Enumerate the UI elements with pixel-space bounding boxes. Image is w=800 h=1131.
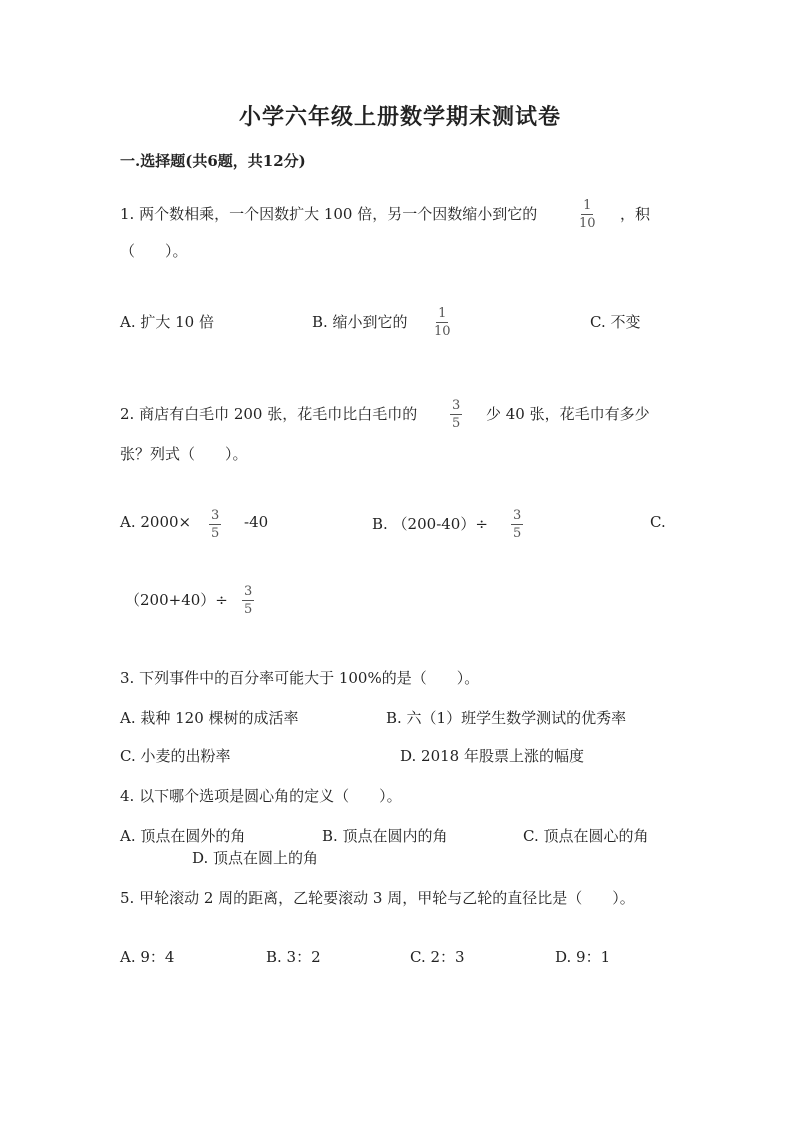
q5-option-b[interactable]: B. 3：2 bbox=[266, 948, 321, 966]
q1-fraction-denominator: 10 bbox=[579, 216, 596, 231]
q2-option-a-fraction bbox=[209, 509, 221, 540]
q1-stem-part-a: 1. 两个数相乘，一个因数扩大 100 倍，另一个因数缩小到它的 bbox=[120, 205, 538, 223]
q2-fraction-denominator: 5 bbox=[452, 416, 461, 431]
q2-option-b-fraction-denominator: 5 bbox=[513, 526, 522, 541]
q1-fraction bbox=[579, 199, 596, 230]
q1-stem-part-b: ，积 bbox=[620, 205, 651, 223]
q2-option-c-label[interactable]: C. bbox=[650, 513, 666, 531]
q3-option-a[interactable]: A. 栽种 120 棵树的成活率 bbox=[120, 709, 299, 727]
q5-option-c[interactable]: C. 2：3 bbox=[410, 948, 465, 966]
q1-stem-part-c: （ ）。 bbox=[120, 242, 188, 260]
q3-stem: 3. 下列事件中的百分率可能大于 100%的是（ ）。 bbox=[120, 669, 480, 687]
q1-option-b-fraction-numerator: 1 bbox=[438, 306, 447, 321]
q5-stem: 5. 甲轮滚动 2 周的距离，乙轮要滚动 3 周，甲轮与乙轮的直径比是（ ）。 bbox=[120, 889, 635, 907]
q3-option-c[interactable]: C. 小麦的出粉率 bbox=[120, 747, 231, 765]
q2-option-a-suffix: -40 bbox=[244, 513, 269, 531]
q5-option-d[interactable]: D. 9：1 bbox=[555, 948, 611, 966]
q2-option-a-prefix[interactable]: A. 2000× bbox=[120, 513, 192, 531]
q1-fraction-numerator: 1 bbox=[583, 198, 592, 213]
q4-option-c[interactable]: C. 顶点在圆心的角 bbox=[523, 827, 649, 845]
page-title: 小学六年级上册数学期末测试卷 bbox=[238, 104, 561, 130]
q2-option-b-fraction bbox=[511, 509, 523, 540]
q2-option-a-fraction-numerator: 3 bbox=[211, 508, 220, 523]
q1-option-b-fraction-denominator: 10 bbox=[434, 324, 451, 339]
q2-fraction-numerator: 3 bbox=[452, 398, 461, 413]
q3-option-d[interactable]: D. 2018 年股票上涨的幅度 bbox=[400, 747, 584, 765]
q5-option-a[interactable]: A. 9：4 bbox=[120, 948, 175, 966]
q1-option-b[interactable]: B. 缩小到它的 bbox=[312, 313, 408, 331]
q4-stem: 4. 以下哪个选项是圆心角的定义（ ）。 bbox=[120, 787, 402, 805]
q4-option-a[interactable]: A. 顶点在圆外的角 bbox=[120, 827, 246, 845]
q2-option-a-fraction-denominator: 5 bbox=[211, 526, 220, 541]
q2-option-c-fraction-numerator: 3 bbox=[244, 584, 253, 599]
q3-option-b[interactable]: B. 六（1）班学生数学测试的优秀率 bbox=[386, 709, 627, 727]
q1-option-b-fraction bbox=[434, 307, 451, 338]
q2-stem-part-a: 2. 商店有白毛巾 200 张，花毛巾比白毛巾的 bbox=[120, 405, 418, 423]
q2-option-b-fraction-numerator: 3 bbox=[513, 508, 522, 523]
q4-option-b[interactable]: B. 顶点在圆内的角 bbox=[322, 827, 448, 845]
section-heading: 一.选择题(共6题，共12分) bbox=[120, 152, 306, 170]
q2-stem-part-c: 张？列式（ ）。 bbox=[120, 445, 248, 463]
q2-stem-part-b: 少 40 张，花毛巾有多少 bbox=[486, 405, 650, 423]
q2-fraction bbox=[450, 399, 462, 430]
q2-option-c-fraction bbox=[242, 585, 254, 616]
q2-option-c-prefix[interactable]: （200+40）÷ bbox=[125, 591, 228, 609]
q1-option-c[interactable]: C. 不变 bbox=[590, 313, 641, 331]
q1-option-a[interactable]: A. 扩大 10 倍 bbox=[120, 313, 214, 331]
q4-option-d[interactable]: D. 顶点在圆上的角 bbox=[192, 849, 319, 867]
q2-option-b-prefix[interactable]: B. （200-40）÷ bbox=[372, 515, 488, 533]
q2-option-c-fraction-denominator: 5 bbox=[244, 602, 253, 617]
